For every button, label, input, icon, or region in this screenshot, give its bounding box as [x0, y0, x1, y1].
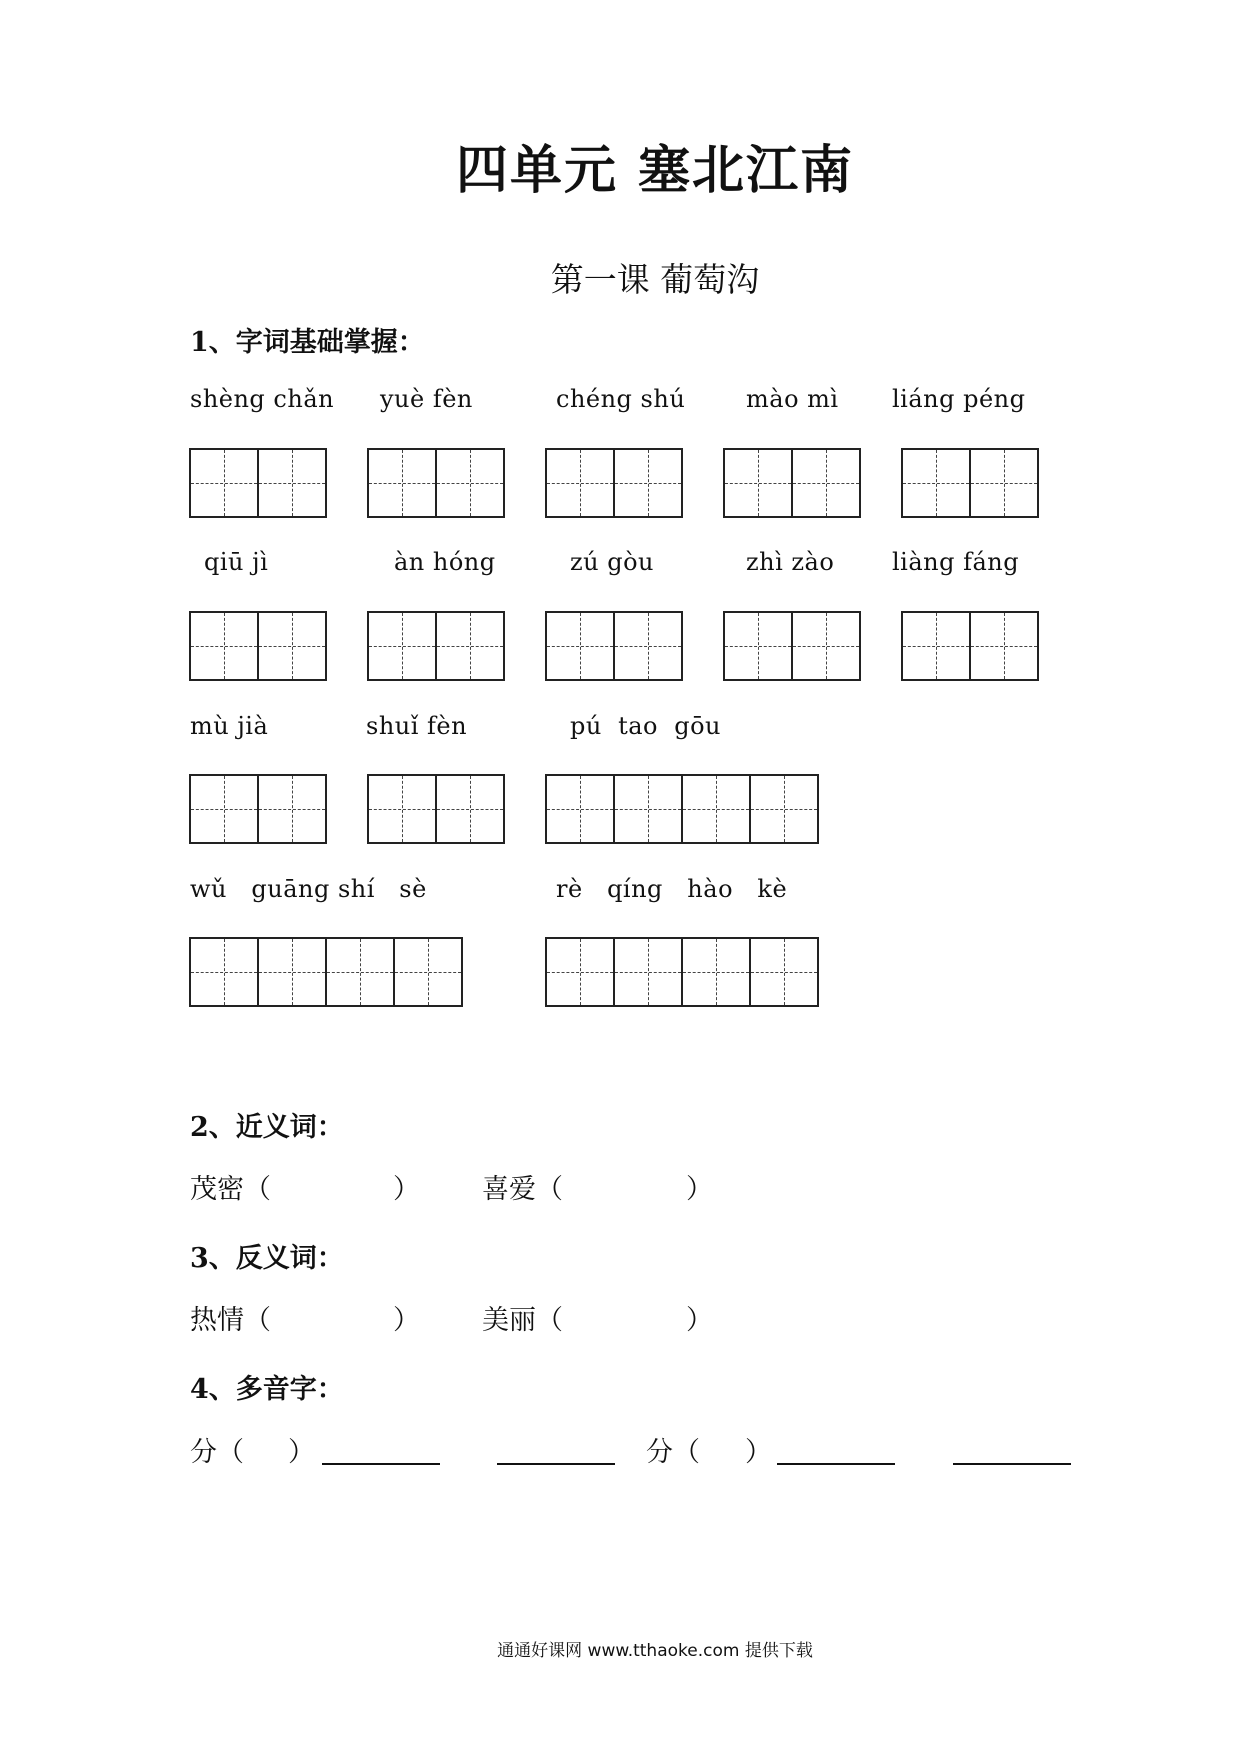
lesson-title: 第一课 葡萄沟 [550, 260, 760, 299]
grid-cell[interactable] [367, 448, 437, 518]
grid-cell[interactable] [681, 937, 751, 1007]
section3-heading: 3、反义词： [190, 1243, 344, 1274]
grid-cell[interactable] [969, 448, 1039, 518]
grid-cell[interactable] [749, 937, 819, 1007]
grid-cell[interactable] [749, 774, 819, 844]
synonym-word: 茂密（ [190, 1174, 271, 1205]
answer-blank[interactable] [953, 1463, 1071, 1465]
pinyin-label: shèng chǎn [190, 385, 335, 413]
answer-blank[interactable] [497, 1463, 615, 1465]
grid-cell[interactable] [723, 448, 793, 518]
synonym-close: ） [393, 1174, 420, 1205]
grid-cell[interactable] [613, 937, 683, 1007]
grid-cell[interactable] [613, 448, 683, 518]
polyphone-close: ） [745, 1437, 772, 1468]
answer-blank[interactable] [322, 1463, 440, 1465]
grid-cell[interactable] [257, 448, 327, 518]
grid-cell[interactable] [435, 611, 505, 681]
grid-cell[interactable] [545, 611, 615, 681]
pinyin-label: yuè fèn [380, 385, 473, 413]
antonym-word: 热情（ [190, 1305, 271, 1336]
pinyin-label: rè qíng hào kè [556, 875, 788, 903]
writing-grid[interactable] [545, 937, 817, 1007]
writing-grid[interactable] [723, 448, 859, 518]
grid-cell[interactable] [325, 937, 395, 1007]
section4-heading: 4、多音字： [190, 1374, 344, 1405]
pinyin-label: qiū jì [204, 548, 269, 576]
grid-cell[interactable] [901, 611, 971, 681]
grid-cell[interactable] [613, 774, 683, 844]
writing-grid[interactable] [545, 448, 681, 518]
grid-cell[interactable] [791, 448, 861, 518]
grid-cell[interactable] [189, 611, 259, 681]
synonym-word: 喜爱（ [482, 1174, 563, 1205]
section2-heading: 2、近义词： [190, 1112, 344, 1143]
writing-grid[interactable] [189, 448, 325, 518]
grid-cell[interactable] [791, 611, 861, 681]
grid-cell[interactable] [723, 611, 793, 681]
writing-grid[interactable] [189, 937, 461, 1007]
grid-cell[interactable] [681, 774, 751, 844]
grid-cell[interactable] [545, 937, 615, 1007]
grid-cell[interactable] [367, 774, 437, 844]
writing-grid[interactable] [189, 774, 325, 844]
grid-cell[interactable] [257, 937, 327, 1007]
section1-heading: 1、字词基础掌握： [190, 327, 425, 358]
antonym-close: ） [393, 1305, 420, 1336]
page-title: 四单元 塞北江南 [455, 141, 855, 201]
writing-grid[interactable] [545, 611, 681, 681]
grid-cell[interactable] [613, 611, 683, 681]
grid-cell[interactable] [257, 774, 327, 844]
pinyin-label: mào mì [746, 385, 839, 413]
writing-grid[interactable] [723, 611, 859, 681]
pinyin-label: wǔ guāng shí sè [190, 875, 427, 903]
pinyin-label: liáng péng [892, 385, 1026, 413]
grid-cell[interactable] [189, 448, 259, 518]
antonym-close: ） [686, 1305, 713, 1336]
writing-grid[interactable] [189, 611, 325, 681]
grid-cell[interactable] [393, 937, 463, 1007]
polyphone-close: ） [288, 1437, 315, 1468]
grid-cell[interactable] [367, 611, 437, 681]
pinyin-label: àn hóng [394, 548, 496, 576]
grid-cell[interactable] [545, 774, 615, 844]
writing-grid[interactable] [367, 774, 503, 844]
grid-cell[interactable] [901, 448, 971, 518]
pinyin-label: zhì zào [746, 548, 835, 576]
grid-cell[interactable] [545, 448, 615, 518]
grid-cell[interactable] [435, 448, 505, 518]
grid-cell[interactable] [435, 774, 505, 844]
pinyin-label: chéng shú [556, 385, 686, 413]
answer-blank[interactable] [777, 1463, 895, 1465]
writing-grid[interactable] [367, 611, 503, 681]
grid-cell[interactable] [257, 611, 327, 681]
polyphone-char: 分（ [190, 1437, 244, 1468]
footer-credit: 通通好课网 www.tthaoke.com 提供下载 [497, 1641, 813, 1661]
pinyin-label: liàng fáng [892, 548, 1020, 576]
writing-grid[interactable] [901, 611, 1037, 681]
synonym-close: ） [686, 1174, 713, 1205]
writing-grid[interactable] [367, 448, 503, 518]
pinyin-label: zú gòu [570, 548, 654, 576]
pinyin-label: shuǐ fèn [366, 712, 468, 740]
polyphone-char: 分（ [646, 1437, 700, 1468]
grid-cell[interactable] [189, 774, 259, 844]
writing-grid[interactable] [545, 774, 817, 844]
antonym-word: 美丽（ [482, 1305, 563, 1336]
grid-cell[interactable] [189, 937, 259, 1007]
pinyin-label: pú tao gōu [570, 712, 722, 740]
pinyin-label: mù jià [190, 712, 269, 740]
writing-grid[interactable] [901, 448, 1037, 518]
grid-cell[interactable] [969, 611, 1039, 681]
